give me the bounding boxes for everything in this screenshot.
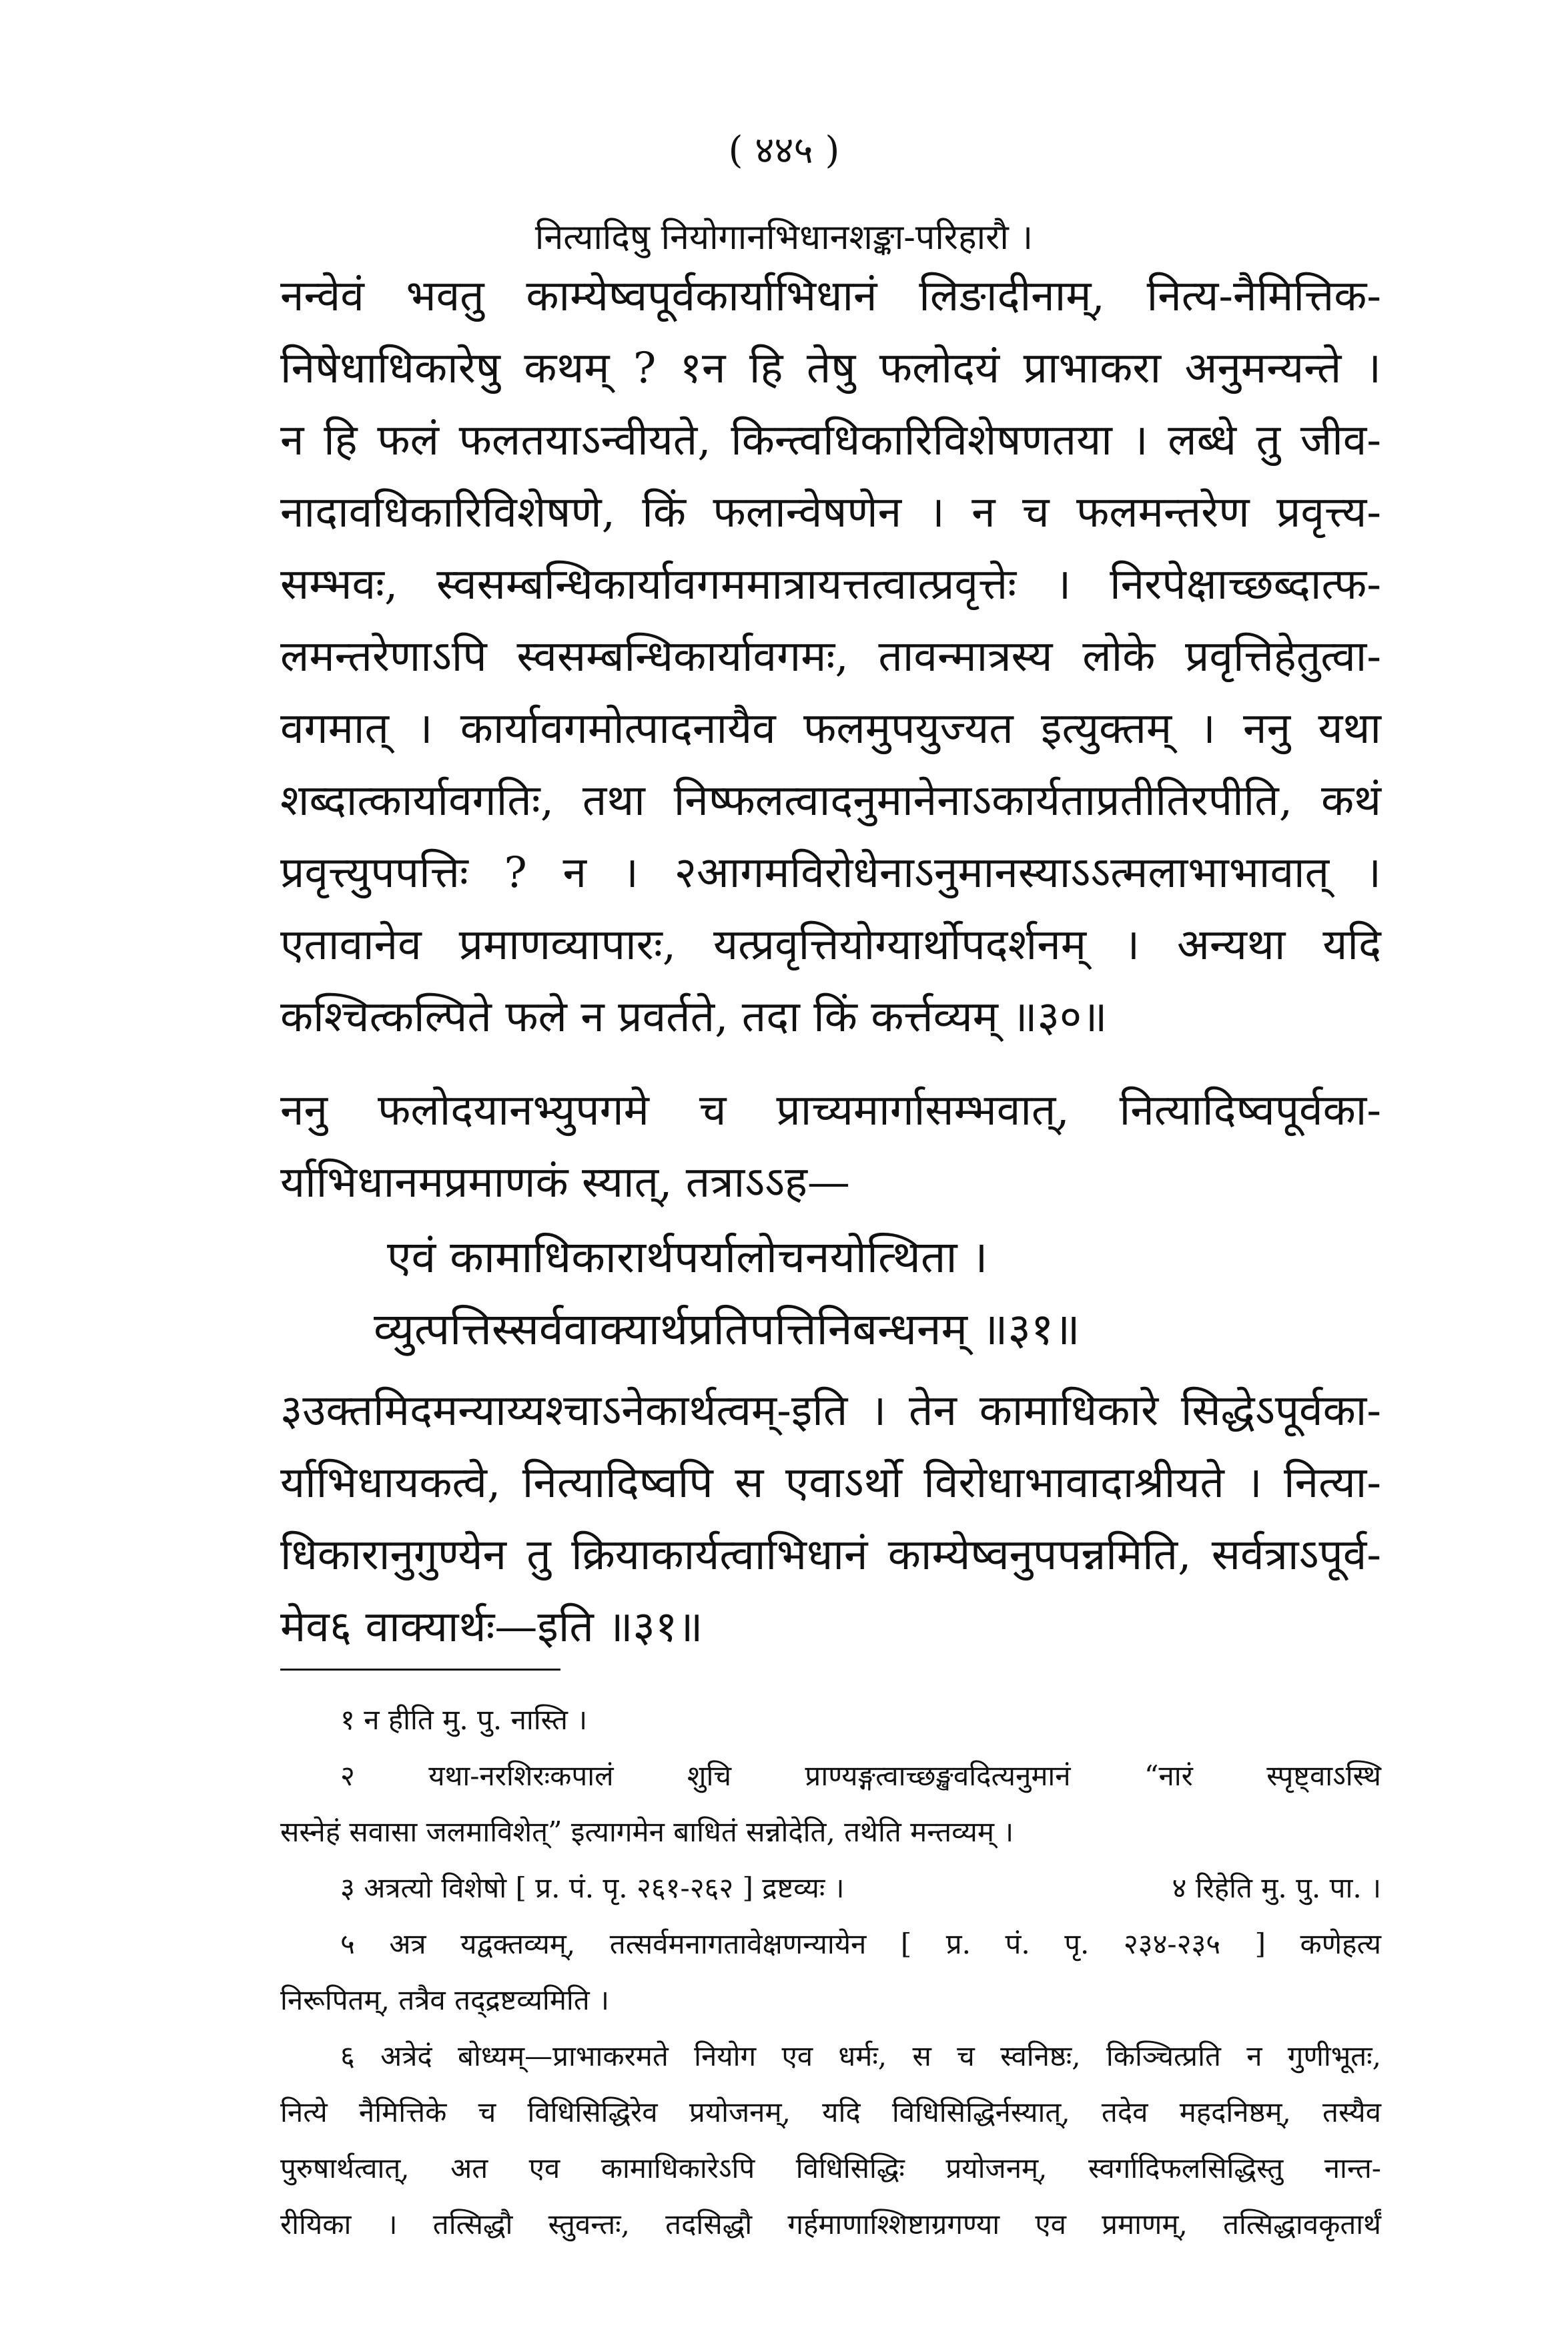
text-line: ननु फलोदयानभ्युपगमे च प्राच्यमार्गासम्भवात्, नित्यादिष्वपूर्वका- (280, 1086, 1381, 1135)
verse-line: एवं कामाधिकारार्थपर्यालोचनयोत्थिता । (387, 1231, 988, 1283)
text-line: नादावधिकारिविशेषणे, किं फलान्वेषणेन । न च फलमन्तरेण प्रवृत्त्य- (280, 488, 1381, 537)
text-line: वगमात् । कार्यावगमोत्पादनायैव फलमुपयुज्यत इत्युक्तम् । ननु यथा (280, 704, 1381, 754)
footnote-1: १ न हीति मु. पु. नास्ति । (340, 1703, 588, 1736)
footnote-divider (280, 1669, 560, 1671)
text-line: नन्वेवं भवतु काम्येष्वपूर्वकार्याभिधानं लिङादीनाम्, नित्य-नैमित्तिक- (280, 272, 1381, 321)
footnote-row-3-4 (280, 1860, 1381, 1916)
text-line: ३उक्तमिदमन्याय्यश्चाऽनेकार्थत्वम्-इति । तेन कामाधिकारे सिद्धेऽपूर्वका- (280, 1386, 1381, 1436)
footnote-6-line: पुरुषार्थत्वात्, अत एव कामाधिकारेऽपि विधिसिद्धिः प्रयोजनम्, स्वर्गादिफलसिद्धिस्तु नान्त- (280, 2152, 1381, 2184)
paragraph-31 (280, 1375, 1381, 1663)
paragraph-30 (280, 260, 1381, 1053)
footnote-5-line: ५ अत्र यद्वक्तव्यम्, तत्सर्वमनागतावेक्षणन्यायेन [ प्र. पं. पृ. २३४-२३५ ] कणेहत्य (340, 1928, 1381, 1960)
footnote-6-line: रीयिका । तत्सिद्धौ स्तुवन्तः, तदसिद्धौ गर्हमाणाश्शिष्टाग्रगण्या एव प्रमाणम्, तत्सिद्धावकृतार्थं (280, 2208, 1381, 2241)
text-line: कश्चित्कल्पिते फले न प्रवर्तते, तदा किं कर्त्तव्यम् ॥३०॥ (280, 992, 1108, 1042)
text-line: मेव६ वाक्यार्थः—इति ॥३१॥ (280, 1602, 703, 1652)
text-line: सम्भवः, स्वसम्बन्धिकार्यावगममात्रायत्तत्वात्प्रवृत्तेः । निरपेक्षाच्छब्दात्फ- (280, 560, 1381, 609)
footnote-3: ३ अत्रत्यो विशेषो [ प्र. पं. पृ. २६१-२६२ ] द्रष्टव्यः । (340, 1871, 845, 1904)
text-line: लमन्तरेणाऽपि स्वसम्बन्धिकार्यावगमः, तावन्मात्रस्य लोके प्रवृत्तिहेतुत्वा- (280, 632, 1381, 681)
footnote-5-line: निरूपितम्, तत्रैव तद्द्रष्टव्यमिति । (280, 1984, 610, 2016)
footnote-2-line: सस्नेहं सवासा जलमाविशेत्” इत्यागमेन बाधितं सन्नोदेति, तथेति मन्तव्यम् । (280, 1815, 1014, 1848)
text-line: शब्दात्कार्यावगतिः, तथा निष्फलत्वादनुमानेनाऽकार्यताप्रतीतिरपीति, कथं (280, 776, 1381, 826)
text-line: प्रवृत्त्युपपत्तिः ? न । २आगमविरोधेनाऽनुमानस्याऽऽत्मलाभाभावात् । (280, 848, 1381, 898)
footnote-4: ४ रिहेति मु. पु. पा. । (1172, 1871, 1381, 1904)
footnote-6-line: नित्ये नैमित्तिके च विधिसिद्धिरेव प्रयोजनम्, यदि विधिसिद्धिर्नस्यात्, तदेव महदनिष्ठम्, तस्यैव (280, 2096, 1381, 2128)
verse-31 (374, 1221, 1294, 1366)
text-line: धिकारानुगुण्येन तु क्रियाकार्यत्वाभिधानं काम्येष्वनुपपन्नमिति, सर्वत्राऽपूर्व- (280, 1530, 1381, 1580)
page-number: ( ४४५ ) (728, 129, 840, 172)
text-line: न हि फलं फलतयाऽन्वीयते, किन्त्वधिकारिविशेषणतया । लब्धे तु जीव- (280, 416, 1381, 465)
footnote-6-line: ६ अत्रेदं बोध्यम्—प्राभाकरमते नियोग एव धर्मः, स च स्वनिष्ठः, किञ्चित्प्रति न गुणीभूतः, (340, 2040, 1381, 2072)
text-line: र्याभिधानमप्रमाणकं स्यात्, तत्राऽऽह— (280, 1158, 850, 1207)
verse-line: व्युत्पत्तिस्सर्ववाक्यार्थप्रतिपत्तिनिबन्धनम् ॥३१॥ (374, 1303, 1080, 1355)
footnote-2-line: २ यथा-नरशिरःकपालं शुचि प्राण्यङ्गत्वाच्छङ्खवदित्यनुमानं “नारं स्पृष्ट्वाऽस्थि (340, 1759, 1381, 1792)
paragraph-intro-31 (280, 1075, 1381, 1219)
text-line: एतावानेव प्रमाणव्यापारः, यत्प्रवृत्तियोग्यार्थोपदर्शनम् । अन्यथा यदि (280, 920, 1381, 970)
footnotes (280, 1692, 1381, 2253)
section-heading: नित्यादिषु नियोगानभिधानशङ्का-परिहारौ । (534, 218, 1034, 258)
text-line: निषेधाधिकारेषु कथम् ? १न हि तेषु फलोदयं प्राभाकरा अनुमन्यन्ते । (280, 344, 1381, 393)
text-line: र्याभिधायकत्वे, नित्यादिष्वपि स एवाऽर्थो विरोधाभावादाश्रीयते । नित्या- (280, 1458, 1381, 1508)
